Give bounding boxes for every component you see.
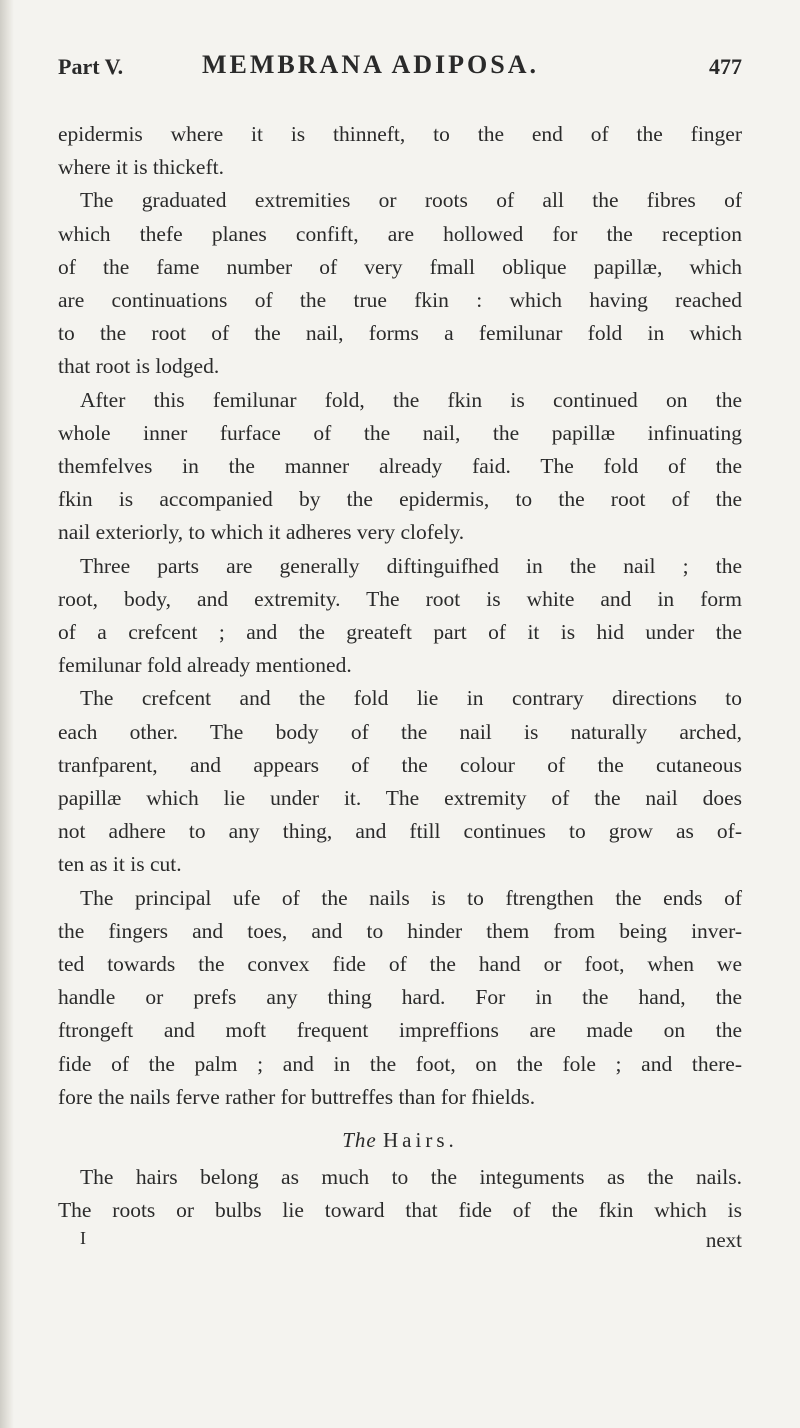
body-text — [58, 118, 742, 1114]
text-line: root, body, and extremity. The root is white and in form — [58, 586, 742, 611]
text-line: which thefe planes confift, are hollowed for the reception — [58, 221, 742, 246]
text-line: ted towards the convex fide of the hand or foot, when we — [58, 952, 742, 977]
section-heading-italic: The — [342, 1128, 377, 1153]
text-line: the fingers and toes, and to hinder them from being inver- — [58, 918, 742, 943]
section-body-text — [58, 1161, 742, 1227]
text-line: of the fame number of very fmall oblique papillæ, which — [58, 254, 742, 279]
text-line: whole inner furface of the nail, the papillæ infinuating — [58, 420, 742, 445]
text-line: are continuations of the true fkin : which having reached — [58, 288, 742, 313]
text-line: ftrongeft and moft frequent impreffions are made on the — [58, 1018, 742, 1043]
binding-edge — [0, 0, 14, 1428]
text-line: to the root of the nail, forms a femilunar fold in which — [58, 321, 742, 346]
text-line: nail exteriorly, to which it adheres very clofely. — [58, 520, 465, 545]
text-line: each other. The body of the nail is naturally arched, — [58, 719, 742, 744]
text-line: epidermis where it is thinneft, to the end of the finger — [58, 122, 742, 146]
text-line: The crefcent and the fold lie in contrary directions to — [80, 686, 742, 711]
text-line: themfelves in the manner already faid. The fold of the — [58, 454, 742, 479]
text-line: tranfparent, and appears of the colour of the cutaneous — [58, 752, 742, 777]
page-footer — [58, 1228, 742, 1262]
text-line: where it is thickeft. — [58, 155, 224, 180]
section-heading — [58, 1128, 742, 1153]
page-number: 477 — [709, 54, 742, 79]
text-line: The roots or bulbs lie toward that fide of the fkin which is — [58, 1198, 742, 1223]
text-line: not adhere to any thing, and ftill continues to grow as of- — [58, 819, 742, 844]
text-line: ten as it is cut. — [58, 852, 182, 877]
text-line: The graduated extremities or roots of all the fibres of — [80, 188, 742, 213]
catchword: next — [705, 1227, 742, 1252]
part-label: Part V. — [58, 54, 124, 79]
signature-mark: I — [80, 1227, 86, 1248]
text-line: fide of the palm ; and in the foot, on the fole ; and there- — [58, 1051, 742, 1076]
text-line: femilunar fold already mentioned. — [58, 653, 352, 678]
running-header — [58, 44, 742, 88]
text-line: fore the nails ferve rather for buttreffes than for fhields. — [58, 1084, 536, 1109]
text-line: that root is lodged. — [58, 354, 220, 379]
text-line: The hairs belong as much to the integuments as the nails. — [80, 1165, 742, 1190]
running-title: MEMBRANA ADIPOSA. — [202, 50, 540, 79]
text-line: Three parts are generally diftinguifhed in the nail ; the — [80, 553, 742, 578]
text-line: After this femilunar fold, the fkin is continued on the — [80, 387, 742, 412]
section-heading-caps: Hairs. — [383, 1128, 458, 1153]
text-line: papillæ which lie under it. The extremity of the nail does — [58, 786, 742, 811]
text-line: handle or prefs any thing hard. For in the hand, the — [58, 985, 742, 1010]
text-line: The principal ufe of the nails is to ftrengthen the ends of — [80, 885, 742, 910]
text-line: fkin is accompanied by the epidermis, to the root of the — [58, 487, 742, 512]
book-page — [58, 44, 742, 1262]
text-line: of a crefcent ; and the greateft part of it is hid under the — [58, 620, 742, 645]
